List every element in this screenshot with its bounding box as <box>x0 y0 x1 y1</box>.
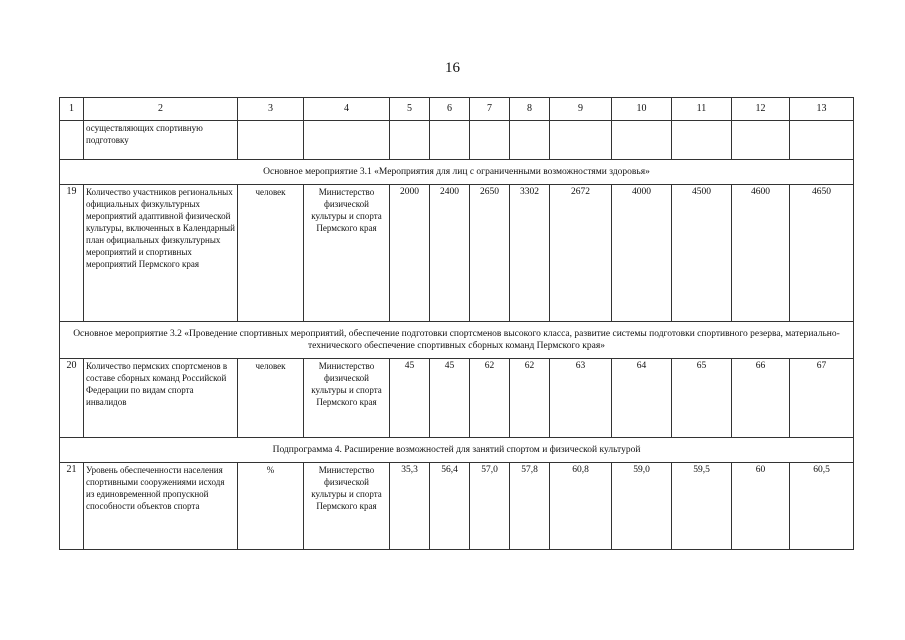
indicator-table <box>59 97 854 550</box>
header-cell: 4 <box>304 98 390 121</box>
indicator-label: осуществляющих спортивную подготовку <box>84 121 238 160</box>
row-number: 21 <box>60 463 84 550</box>
value-cell: 60 <box>732 463 790 550</box>
header-cell: 3 <box>238 98 304 121</box>
value-cell: 60,8 <box>550 463 612 550</box>
value-cell: 4500 <box>672 185 732 322</box>
header-cell: 1 <box>60 98 84 121</box>
value-cell: 3302 <box>510 185 550 322</box>
page-number: 16 <box>445 60 460 76</box>
value-cell: 2000 <box>390 185 430 322</box>
value-cell: 35,3 <box>390 463 430 550</box>
indicator-label: Уровень обеспеченности населения спортивными сооружениями исходя из единовременной пропускной способности объектов спорта <box>84 463 238 550</box>
value-cell: 45 <box>390 359 430 438</box>
value-cell: 62 <box>470 359 510 438</box>
table-row <box>60 359 854 438</box>
header-cell: 12 <box>732 98 790 121</box>
unit-cell: человек <box>238 185 304 322</box>
header-cell: 11 <box>672 98 732 121</box>
value-cell: 57,0 <box>470 463 510 550</box>
unit-cell: % <box>238 463 304 550</box>
value-cell: 4600 <box>732 185 790 322</box>
section-title: Основное мероприятие 3.1 «Мероприятия для лиц с ограниченными возможностями здоровья» <box>60 160 854 185</box>
value-cell: 59,5 <box>672 463 732 550</box>
ministry-cell: Министерство физической культуры и спорта Пермского края <box>304 463 390 550</box>
section-title: Основное мероприятие 3.2 «Проведение спортивных мероприятий, обеспечение подготовки спортсменов высокого класса, развитие системы подготовки спортивного резерва, материально-технического обеспечение спортивных сборных команд Пермского края» <box>60 322 854 359</box>
section-row <box>60 438 854 463</box>
value-cell: 4000 <box>612 185 672 322</box>
header-cell: 2 <box>84 98 238 121</box>
table-header-row <box>60 98 854 121</box>
value-cell: 67 <box>790 359 854 438</box>
value-cell: 2400 <box>430 185 470 322</box>
value-cell: 63 <box>550 359 612 438</box>
section-row <box>60 322 854 359</box>
header-cell: 7 <box>470 98 510 121</box>
value-cell: 2650 <box>470 185 510 322</box>
value-cell: 60,5 <box>790 463 854 550</box>
header-cell: 9 <box>550 98 612 121</box>
unit-cell: человек <box>238 359 304 438</box>
header-cell: 6 <box>430 98 470 121</box>
row-number: 19 <box>60 185 84 322</box>
indicator-label: Количество участников региональных официальных физкультурных мероприятий адаптивной физической культуры, включенных в Календарный план официальных физкультурных мероприятий и спортивных мероприятий Пермского края <box>84 185 238 322</box>
value-cell: 62 <box>510 359 550 438</box>
value-cell: 57,8 <box>510 463 550 550</box>
header-cell: 10 <box>612 98 672 121</box>
value-cell: 56,4 <box>430 463 470 550</box>
header-cell: 13 <box>790 98 854 121</box>
table-row <box>60 121 854 160</box>
header-cell: 5 <box>390 98 430 121</box>
row-number: 20 <box>60 359 84 438</box>
value-cell: 45 <box>430 359 470 438</box>
value-cell: 59,0 <box>612 463 672 550</box>
section-title: Подпрограмма 4. Расширение возможностей для занятий спортом и физической культурой <box>60 438 854 463</box>
value-cell: 2672 <box>550 185 612 322</box>
ministry-cell: Министерство физической культуры и спорта Пермского края <box>304 359 390 438</box>
table-row <box>60 463 854 550</box>
header-cell: 8 <box>510 98 550 121</box>
value-cell: 66 <box>732 359 790 438</box>
value-cell: 64 <box>612 359 672 438</box>
indicator-label: Количество пермских спортсменов в составе сборных команд Российской Федерации по видам спорта инвалидов <box>84 359 238 438</box>
ministry-cell: Министерство физической культуры и спорта Пермского края <box>304 185 390 322</box>
section-row <box>60 160 854 185</box>
value-cell: 65 <box>672 359 732 438</box>
table-row <box>60 185 854 322</box>
value-cell: 4650 <box>790 185 854 322</box>
